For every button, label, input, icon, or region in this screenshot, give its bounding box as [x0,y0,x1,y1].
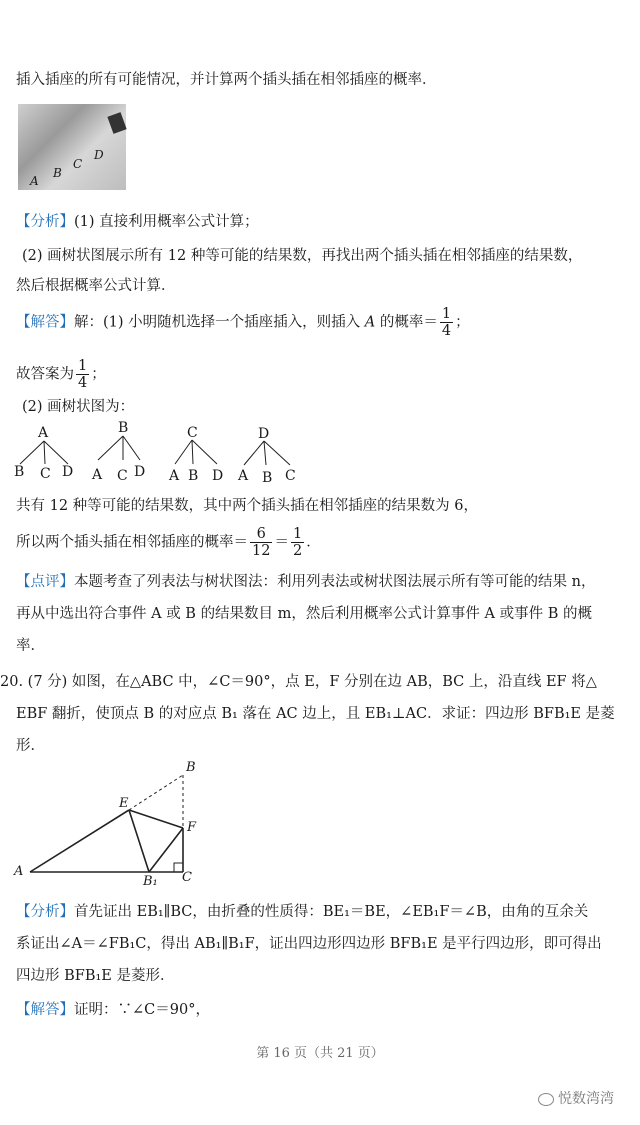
analysis-tag: 【分析】 [16,214,74,230]
photo-label-d: D [94,148,104,162]
photo-label-b: B [53,166,62,180]
tree-leaf: D [134,464,146,480]
analysis2-tag: 【分析】 [16,904,74,920]
solution1-line1 [16,306,470,339]
tree-leaf: B [262,470,273,486]
frac-num: 1 [441,306,452,322]
fraction-one-quarter [440,306,453,339]
intro-line: 插入插座的所有可能情况，并计算两个插头插在相邻插座的概率． [16,72,437,88]
comment-text1: 本题考查了列表法与树状图法：利用列表法或树状图法展示所有等可能的结果 n， [74,574,596,590]
photo-label-a: A [30,174,39,188]
label-e: E [119,796,129,811]
answer-frac-den: 4 [78,375,88,391]
socket-photo [18,104,126,190]
answer-frac-num: 1 [78,358,88,374]
photo-label-c: C [73,157,83,171]
analysis2-line1 [16,902,588,922]
tree-branches-d [244,441,290,465]
answer-fraction [76,358,89,391]
solution-tag: 【解答】 [16,314,74,331]
analysis1-line3: 然后根据概率公式计算． [16,278,176,294]
comment-line1 [16,572,595,592]
solution2-text1: 证明：∵∠C＝90°， [74,1002,210,1018]
analysis2-text1: 首先证出 EB₁∥BC，由折叠的性质得：BE₁＝BE，∠EB₁F＝∠B，由角的互余关 [74,904,589,920]
tree-leaf: A [92,467,103,483]
segment-b1f [149,828,183,872]
problem20-line3: 形． [16,738,45,754]
plug-shape [107,112,126,134]
label-c: C [182,870,192,885]
equals-sign: ＝ [274,534,289,551]
solution2-line1 [16,1000,210,1020]
analysis1-line1 [16,212,259,232]
solution2-tag: 【解答】 [16,1002,74,1018]
frac-den: 4 [441,323,452,339]
tree-branches-c [175,440,217,464]
tree-leaf: C [285,468,296,484]
analysis2-line3: 四边形 BFB₁E 是菱形． [16,968,175,984]
wechat-icon [538,1093,554,1106]
comment-line2: 再从中选出符合事件 A 或 B 的结果数目 m，然后利用概率公式计算事件 A 或事件 B 的概 [16,606,592,622]
tree-intro-line: (2) 画树状图为： [22,399,135,415]
analysis1-text1: (1) 直接利用概率公式计算； [74,214,259,230]
solution1-end: ； [455,314,470,331]
tree-leaf: B [188,468,199,484]
prob-end: ． [306,534,321,551]
answer-prefix: 故答案为 [16,366,74,383]
analysis2-line2: 系证出∠A＝∠FB₁C，得出 AB₁∥B₁F，证出四边形四边形 BFB₁E 是平行四边形，即可得出 [16,936,602,952]
fraction-six-twelfths [250,526,272,559]
tree-leaf: A [238,468,249,484]
label-a: A [14,864,24,879]
comment-tag: 【点评】 [16,574,74,590]
tree-root-a: A [38,425,49,441]
frac-num: 6 [250,526,272,543]
dashed-eb [129,775,183,810]
label-b1: B₁ [143,874,158,889]
result-line: 共有 12 种等可能的结果数，其中两个插头插在相邻插座的结果数为 6， [16,498,479,514]
label-f: F [187,820,197,835]
solution1-text: 解：(1) 小明随机选择一个插座插入，则插入 [74,314,361,331]
tree-branches-b [98,436,140,460]
answer-line [16,358,106,391]
prob-prefix: 所以两个插头插在相邻插座的概率＝ [16,534,248,551]
tree-root-b: B [118,420,129,436]
answer-end: ； [91,366,106,383]
label-b: B [186,760,196,775]
comment-line3: 率． [16,638,45,654]
tree-leaf: D [212,468,224,484]
segment-eb1 [129,810,149,872]
analysis1-line2: (2) 画树状图展示所有 12 种等可能的结果数，再找出两个插头插在相邻插座的结果数， [22,248,583,264]
problem20-line2: EBF 翻折，使顶点 B 的对应点 B₁ 落在 AC 边上，且 EB₁⊥AC．求证：四边形 BFB₁E 是菱 [16,706,615,722]
segment-ef [129,810,183,828]
frac-den: 12 [252,543,271,559]
var-a: A [364,314,376,331]
tree-root-d: D [258,426,270,442]
tree-branches-a [20,441,68,464]
tree-leaf: B [14,464,25,480]
page-footer: 第 16 页（共 21 页） [256,1046,384,1061]
frac-den: 2 [292,543,303,559]
frac-num: 1 [292,526,303,542]
segment-ae [30,810,129,872]
tree-leaf: D [62,464,74,480]
prob-line [16,526,321,559]
problem20-line1: 20. (7 分) 如图，在△ABC 中，∠C＝90°，点 E，F 分别在边 AB，BC 上，沿直线 EF 将△ [0,674,597,690]
watermark [538,1088,614,1108]
fraction-one-half [291,526,304,559]
tree-leaf: A [169,468,180,484]
tree-root-c: C [187,425,198,441]
tree-leaf: C [40,466,51,482]
watermark-text: 悦数湾湾 [558,1091,614,1107]
solution1-mid: 的概率＝ [379,314,438,331]
tree-leaf: C [117,468,128,484]
